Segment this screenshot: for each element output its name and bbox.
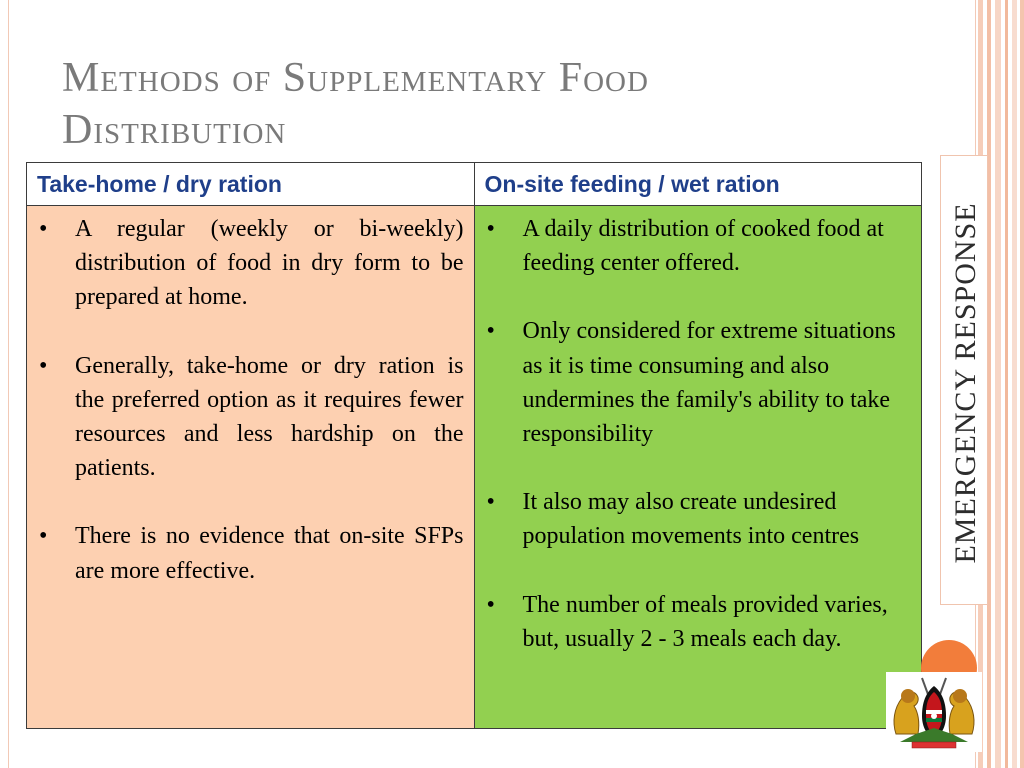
point-text: Only considered for extreme situations as it is time consuming and also undermines the family's ability to take responsibility [522, 318, 896, 448]
bullet-icon: • [486, 318, 495, 345]
header-take-home: Take-home / dry ration [27, 163, 475, 206]
slide-title [62, 52, 922, 156]
list-item [483, 588, 912, 656]
point-text: A daily distribution of cooked food at feeding center offered. [522, 216, 884, 277]
title-line-1: Methods of Supplementary Food [62, 55, 649, 101]
header-on-site: On-site feeding / wet ration [474, 163, 922, 206]
point-text: Generally, take-home or dry ration is the preferred option as it requires fewer resources and less hardship on the patients. [75, 352, 464, 482]
bullet-icon: • [486, 489, 495, 516]
point-text: It also may also create undesired population movements into centres [522, 489, 860, 550]
take-home-points [35, 212, 464, 588]
side-label: EMERGENCY RESPONSE [949, 202, 982, 564]
title-line-2: Distribution [62, 107, 287, 153]
list-item [483, 212, 912, 280]
list-item [35, 519, 464, 587]
bullet-icon: • [39, 523, 48, 550]
point-text: There is no evidence that on-site SFPs are more effective. [75, 523, 464, 584]
bullet-icon: • [486, 591, 495, 618]
methods-table [26, 162, 922, 729]
on-site-points [483, 212, 912, 656]
list-item [35, 212, 464, 315]
on-site-column [474, 206, 922, 729]
point-text: A regular (weekly or bi-weekly) distribution of food in dry form to be prepared at home. [75, 216, 464, 311]
list-item [483, 485, 912, 553]
bullet-icon: • [486, 216, 495, 242]
bullet-icon: • [39, 216, 48, 242]
point-text: The number of meals provided varies, but, usually 2 - 3 meals each day. [522, 591, 888, 652]
list-item [483, 314, 912, 451]
bullet-icon: • [39, 352, 48, 379]
coat-of-arms-icon [886, 672, 982, 752]
take-home-column [27, 206, 475, 729]
list-item [35, 349, 464, 486]
